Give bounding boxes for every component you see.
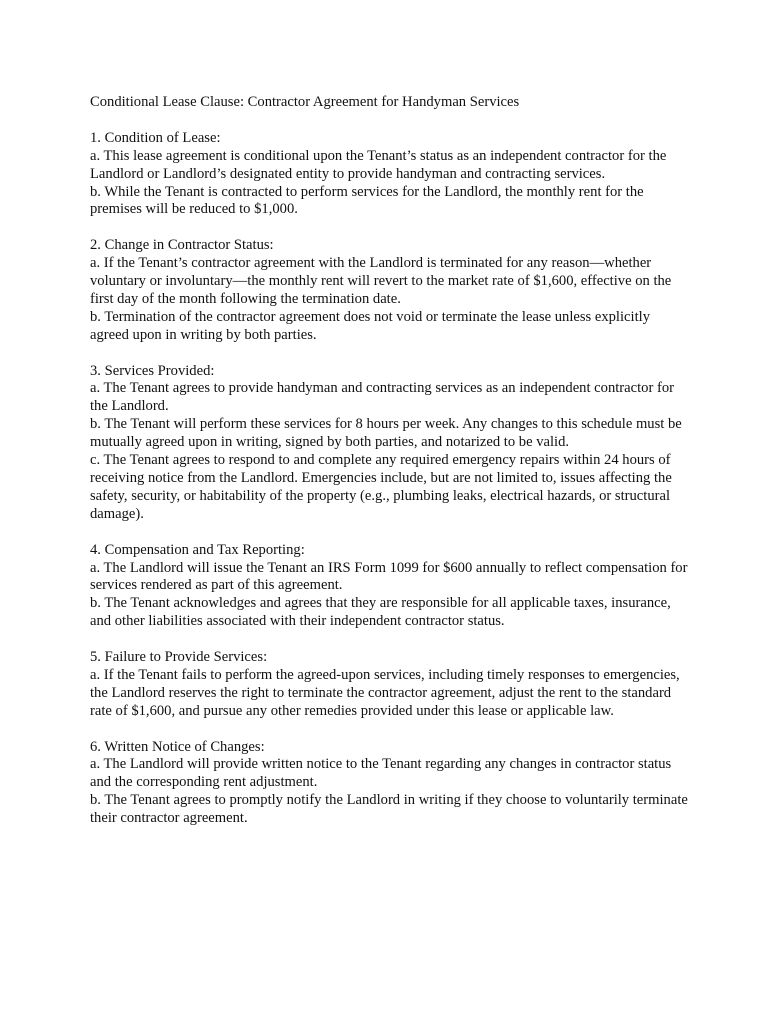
clause-2b: b. Termination of the contractor agreement does not void or terminate the lease unless explicitly agreed upon in writing by both parties.	[90, 308, 650, 343]
section-heading: 6. Written Notice of Changes:	[90, 738, 265, 755]
clause-5a: a. If the Tenant fails to perform the agreed-upon services, including timely responses to emergencies, the Landlord reserves the right to terminate the contractor agreement, adjust the rent to the standard rate of $1,600, and pursue any other remedies provided under this lease or applicable law.	[90, 666, 680, 719]
clause-4a: a. The Landlord will issue the Tenant an IRS Form 1099 for $600 annually to reflect compensation for services rendered as part of this agreement.	[90, 559, 688, 594]
section-compensation-and-tax-reporting	[90, 542, 690, 632]
clause-6b: b. The Tenant agrees to promptly notify the Landlord in writing if they choose to voluntarily terminate their contractor agreement.	[90, 792, 688, 827]
section-heading: 2. Change in Contractor Status:	[90, 237, 274, 254]
section-condition-of-lease	[90, 130, 690, 220]
clause-3b: b. The Tenant will perform these services for 8 hours per week. Any changes to this schedule must be mutually agreed upon in writing, signed by both parties, and notarized to be valid.	[90, 416, 682, 451]
section-change-in-contractor-status	[90, 237, 690, 344]
document-title: Conditional Lease Clause: Contractor Agreement for Handyman Services	[90, 94, 520, 110]
section-heading: 3. Services Provided:	[90, 362, 215, 379]
section-heading: 5. Failure to Provide Services:	[90, 649, 268, 666]
clause-4b: b. The Tenant acknowledges and agrees that they are responsible for all applicable taxes, insurance, and other liabilities associated with their independent contractor status.	[90, 595, 671, 630]
clause-2a: a. If the Tenant’s contractor agreement with the Landlord is terminated for any reason—whether voluntary or involuntary—the monthly rent will revert to the market rate of $1,600, effective on the first day of the month following the termination date.	[90, 255, 672, 307]
clause-1a: a. This lease agreement is conditional upon the Tenant’s status as an independent contractor for the Landlord or Landlord’s designated entity to provide handyman and contracting services.	[90, 147, 667, 182]
section-written-notice-of-changes	[90, 739, 690, 829]
clause-1b: b. While the Tenant is contracted to perform services for the Landlord, the monthly rent for the premises will be reduced to $1,000.	[90, 183, 644, 218]
clause-6a: a. The Landlord will provide written notice to the Tenant regarding any changes in contractor status and the corresponding rent adjustment.	[90, 756, 672, 791]
document-body	[90, 94, 690, 846]
section-heading: 4. Compensation and Tax Reporting:	[90, 541, 305, 558]
section-heading: 1. Condition of Lease:	[90, 129, 221, 146]
section-failure-to-provide-services	[90, 649, 690, 721]
clause-3c: c. The Tenant agrees to respond to and complete any required emergency repairs within 24 hours of receiving notice from the Landlord. Emergencies include, but are not limited to, issues affecting the safety, security, or habitability of the property (e.g., plumbing leaks, electrical hazards, or structural damage).	[90, 452, 672, 522]
section-services-provided	[90, 363, 690, 524]
clause-3a: a. The Tenant agrees to provide handyman and contracting services as an independent contractor for the Landlord.	[90, 380, 674, 415]
